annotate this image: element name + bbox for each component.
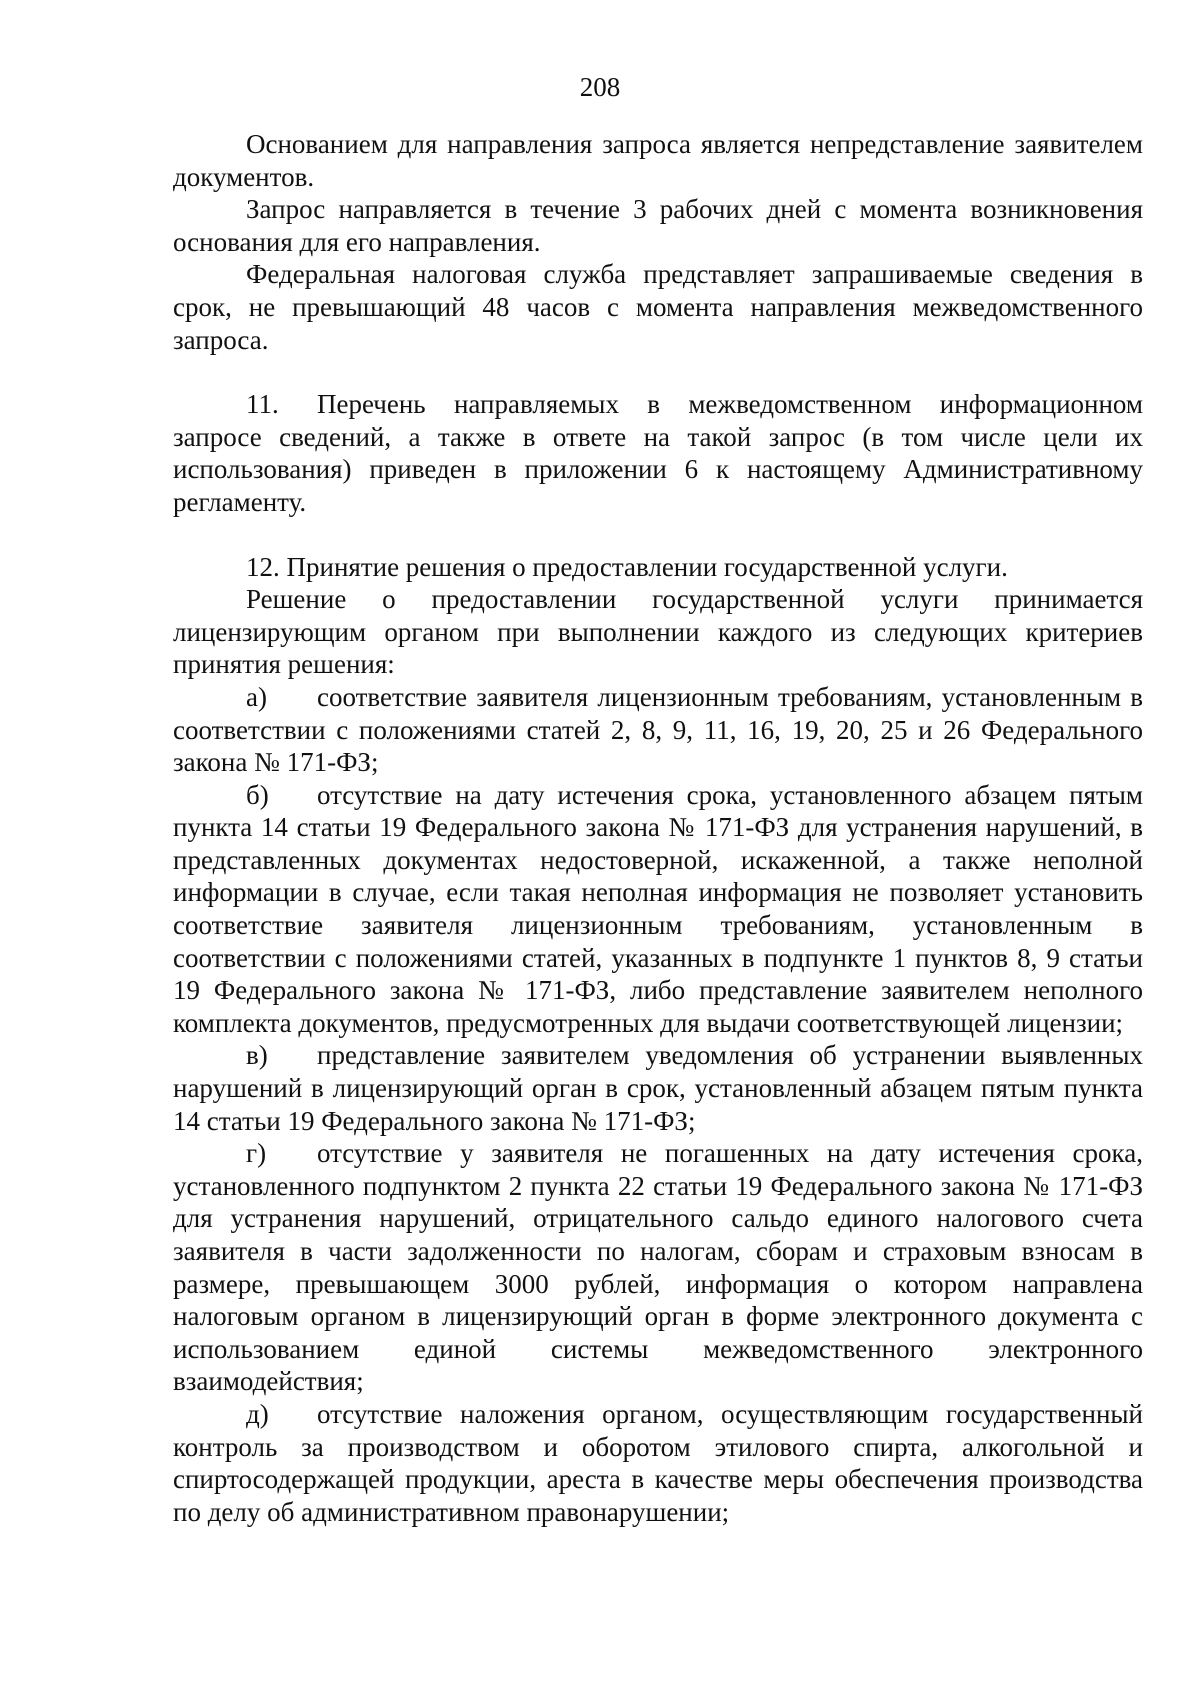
- criterion-item-g: [173, 1137, 1143, 1398]
- criterion-text: представление заявителем уведомления об устранении выявленных нарушений в лицензирующий орган в срок, установленный абзацем пятым пункта 14 статьи 19 Федерального закона № 171-ФЗ;: [173, 1040, 1143, 1136]
- criterion-item-b: [173, 779, 1143, 1040]
- section-11: [173, 388, 1143, 518]
- criterion-marker: а): [246, 681, 267, 712]
- paragraph-request-timing: Запрос направляется в течение 3 рабочих дней с момента возникновения основания для его направления.: [173, 194, 1143, 257]
- section-gap: [173, 519, 1143, 551]
- paragraph-fns-response: Федеральная налоговая служба представляет запрашиваемые сведения в срок, не превышающий 48 часов с момента направления межведомственного запроса.: [173, 259, 1143, 355]
- section-12-intro: Решение о предоставлении государственной услуги принимается лицензирующим органом при выполнении каждого из следующих критериев принятия решения:: [173, 584, 1143, 680]
- criterion-marker: б): [246, 779, 269, 810]
- page-number: 208: [579, 72, 621, 102]
- criterion-text: соответствие заявителя лицензионным требованиям, установленным в соответствии с положениями статей 2, 8, 9, 11, 16, 19, 20, 25 и 26 Федерального закона № 171-ФЗ;: [173, 681, 1143, 778]
- section-gap: [173, 356, 1143, 388]
- document-body: [173, 128, 1143, 1528]
- criterion-marker: г): [246, 1138, 267, 1169]
- criterion-text: отсутствие наложения органом, осуществляющим государственный контроль за производством и оборотом этилового спирта, алкогольной и спиртосодержащей продукции, ареста в качестве меры обеспечения производства по делу об административном правонарушении;: [173, 1398, 1143, 1527]
- paragraph-request-basis: Основанием для направления запроса является непредставление заявителем документов.: [173, 129, 1143, 192]
- criterion-marker: в): [246, 1040, 268, 1071]
- criterion-text: отсутствие на дату истечения срока, установленного абзацем пятым пункта 14 статьи 19 Федерального закона № 171-ФЗ для устранения нарушений, в представленных документах недостоверной, искаженной, а также неполной информации в случае, если такая неполная информация не позволяет установить соответствие заявителя лицензионным требованиям, установленным в соответствии с положениями статей, указанных в подпункте 1 пунктов 8, 9 статьи 19 Федерального закона № 171-ФЗ, либо представление заявителем неполного комплекта документов, предусмотренных для выдачи соответствующей лицензии;: [173, 779, 1143, 1038]
- section-12-heading: 12. Принятие решения о предоставлении государственной услуги.: [246, 551, 1008, 582]
- criterion-item-a: [173, 681, 1143, 779]
- criterion-text: отсутствие у заявителя не погашенных на дату истечения срока, установленного подпунктом 2 пункта 22 статьи 19 Федерального закона № 171-ФЗ для устранения нарушений, отрицательного сальдо единого налогового счета заявителя в части задолженности по налогам, сборам и страховым взносам в размере, превышающем 3000 рублей, информация о котором направлена налоговым органом в лицензирующий орган в форме электронного документа с использованием единой системы межведомственного электронного взаимодействия;: [173, 1138, 1143, 1397]
- criterion-marker: д): [246, 1398, 269, 1429]
- section-11-text: Перечень направляемых в межведомственном информационном запросе сведений, а также в ответе на такой запрос (в том числе цели их использования) приведен в приложении 6 к настоящему Административному регламенту.: [173, 389, 1143, 517]
- section-11-number: 11.: [246, 389, 279, 420]
- criterion-item-d: [173, 1398, 1143, 1528]
- criterion-item-v: [173, 1039, 1143, 1137]
